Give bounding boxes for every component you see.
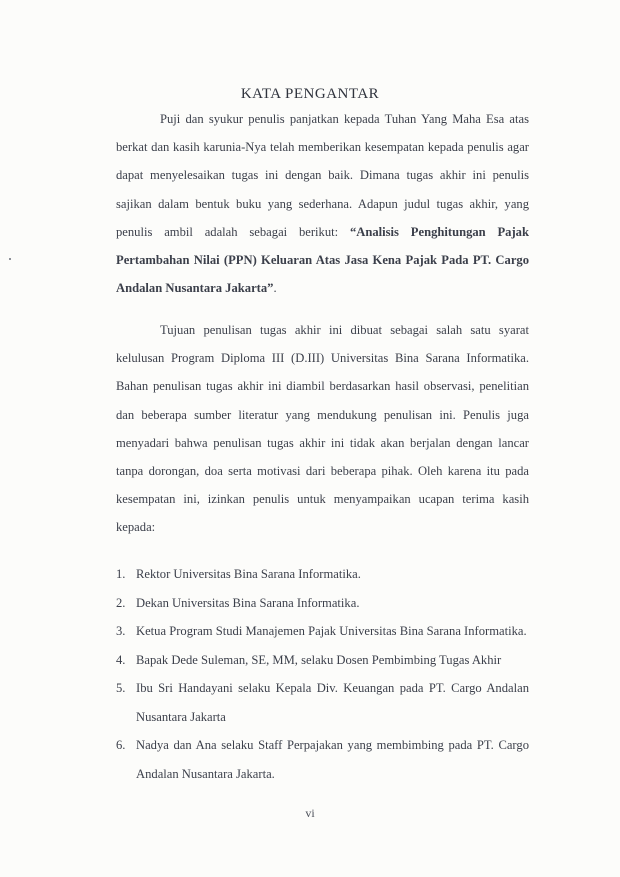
list-item-text: Bapak Dede Suleman, SE, MM, selaku Dosen Pembimbing Tugas Akhir [136, 652, 502, 667]
list-item [116, 646, 529, 675]
list-item [116, 617, 529, 646]
list-item-number: 4. [116, 652, 126, 667]
intro-paragraph [116, 105, 529, 302]
list-item-number: 1. [116, 567, 126, 581]
list-item [116, 674, 529, 731]
purpose-paragraph: Tujuan penulisan tugas akhir ini dibuat sebagai salah satu syarat kelulusan Program Diploma III (D.III) Universitas Bina Sarana Informatika. Bahan penulisan tugas akhir ini diambil berdasarkan hasil observasi, penelitian dan beberapa sumber literatur yang mendukung penulisan ini. Penulis juga menyadari bahwa penulisan tugas akhir ini tidak akan berjalan dengan lancar tanpa dorongan, doa serta motivasi dari beberapa pihak. Oleh karena itu pada kesempatan ini, izinkan penulis untuk menyampaikan ucapan terima kasih kepada: [116, 323, 529, 535]
list-item-number: 5. [116, 681, 126, 695]
list-item-number: 2. [116, 595, 126, 610]
acknowledgement-list [116, 560, 529, 788]
list-item [116, 731, 529, 788]
intro-text: Puji dan syukur penulis panjatkan kepada Tuhan Yang Maha Esa atas berkat dan kasih karunia-Nya telah memberikan kesempatan kepada penulis agar dapat menyelesaikan tugas ini dengan baik. Dimana tugas akhir ini penulis sajikan dalam bentuk buku yang sederhana. Adapun judul tugas akhir, yang penulis ambil adalah sebagai berikut: [116, 112, 529, 239]
list-item-text: Ketua Program Studi Manajemen Pajak Universitas Bina Sarana Informatika. [136, 624, 527, 638]
list-item-text: Dekan Universitas Bina Sarana Informatika. [136, 595, 360, 610]
intro-end: . [273, 281, 277, 296]
page-title: KATA PENGANTAR [240, 86, 380, 102]
thesis-title: “Analisis Penghitungan Pajak Pertambahan Nilai (PPN) Keluaran Atas Jasa Kena Pajak Pada PT. Cargo Andalan Nusantara Jakarta” [116, 224, 529, 296]
list-item-text: Ibu Sri Handayani selaku Kepala Div. Keuangan pada PT. Cargo Andalan Nusantara Jakarta [136, 681, 529, 724]
list-item-number: 3. [116, 624, 126, 638]
list-item [116, 560, 529, 589]
list-item-text: Nadya dan Ana selaku Staff Perpajakan yang membimbing pada PT. Cargo Andalan Nusantara Jakarta. [136, 738, 529, 781]
list-item-text: Rektor Universitas Bina Sarana Informatika. [136, 567, 361, 581]
list-item-number: 6. [116, 738, 126, 752]
page-number: vi [305, 806, 315, 820]
scan-speck [9, 258, 11, 260]
list-item [116, 589, 529, 618]
